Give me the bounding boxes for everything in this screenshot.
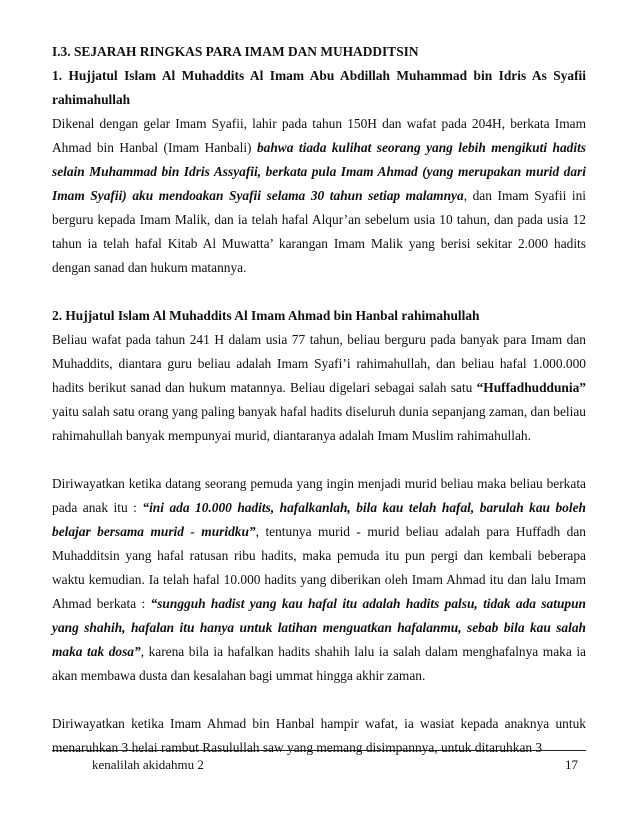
emphasized-quote: “ini ada 10.000 hadits, hafalkanlah, bila kau telah hafal, barulah kau boleh belajar bersama murid - muridku” [52, 500, 586, 539]
subsection-heading-ahmad: 2. Hujjatul Islam Al Muhaddits Al Imam Ahmad bin Hanbal rahimahullah [52, 308, 480, 323]
subsection-heading-syafii: 1. Hujjatul Islam Al Muhaddits Al Imam Abu Abdillah Muhammad bin Idris As Syafii rahimahullah [52, 68, 586, 107]
paragraph-text: Dikenal dengan gelar Imam Syafii, lahir pada tahun 150H dan wafat pada 204H, berkata Imam Ahmad bin Hanbal (Imam Hanbali) [52, 116, 586, 155]
paragraph-text: , karena bila ia hafalkan hadits shahih lalu ia salah dalam menghafalnya maka ia akan membawa dusta dan kesalahan bagi ummat hingga akhir zaman. [52, 644, 586, 683]
footer-book-title: kenalilah akidahmu 2 [92, 757, 204, 772]
paragraph-ahmad-bio [52, 328, 586, 448]
paragraph-text: , dan Imam Syafii ini berguru kepada Imam Malik, dan ia telah hafal Alqur’an sebelum usia 10 tahun, dan pada usia 12 tahun ia telah hafal Kitab Al Muwatta’ karangan Imam Malik yang berisi sekitar 2.000 hadits dengan sanad dan hukum matannya. [52, 188, 586, 275]
page-number: 17 [565, 757, 578, 772]
page-footer [92, 756, 578, 774]
emphasized-quote: bahwa tiada kulihat seorang yang lebih mengikuti hadits selain Muhammad bin Idris Assyafii, berkata pula Imam Ahmad (yang merupakan murid dari Imam Syafii) aku mendoakan Syafii selama 30 tahun setiap malamnya [52, 140, 587, 203]
emphasized-term: “Huffadhuddunia” [476, 380, 586, 395]
paragraph-text: Beliau wafat pada tahun 241 H dalam usia 77 tahun, beliau berguru pada banyak para Imam dan Muhaddits, diantara guru beliau adalah Imam Syafi’i rahimahullah, dan beliau hafal 1.000.000 hadits berikut sanad dan hukum matannya. Beliau digelari sebagai salah satu [52, 332, 586, 395]
paragraph-syafii [52, 112, 586, 280]
section-heading: I.3. SEJARAH RINGKAS PARA IMAM DAN MUHADDITSIN [52, 44, 419, 59]
document-page [52, 40, 586, 760]
paragraph-text: Diriwayatkan ketika datang seorang pemuda yang ingin menjadi murid beliau maka beliau berkata pada anak itu : [52, 476, 586, 515]
paragraph-wasiat: Diriwayatkan ketika Imam Ahmad bin Hanbal hampir wafat, ia wasiat kepada anaknya untuk menaruhkan 3 helai rambut Rasulullah saw yang memang disimpannya, untuk ditaruhkan 3 [52, 716, 586, 755]
emphasized-quote: “sungguh hadist yang kau hafal itu adalah hadits palsu, tidak ada satupun yang shahih, hafalan itu hanya untuk latihan menguatkan hafalanmu, sebab bila kau salah maka tak dosa” [52, 596, 586, 659]
paragraph-text: yaitu salah satu orang yang paling banyak hafal hadits diseluruh dunia sepanjang zaman, dan beliau rahimahullah banyak mempunyai murid, diantaranya adalah Imam Muslim rahimahullah. [52, 404, 586, 443]
paragraph-story-student [52, 472, 586, 688]
footer-divider [52, 750, 586, 751]
paragraph-text: , tentunya murid - murid beliau adalah para Huffadh dan Muhadditsin yang hafal ratusan ribu hadits, maka pemuda itu pun pergi dan kembali beberapa waktu kemudian. Ia telah hafal 10.000 hadits yang diberikan oleh Imam Ahmad itu dan lalu Imam Ahmad berkata : [52, 524, 586, 611]
